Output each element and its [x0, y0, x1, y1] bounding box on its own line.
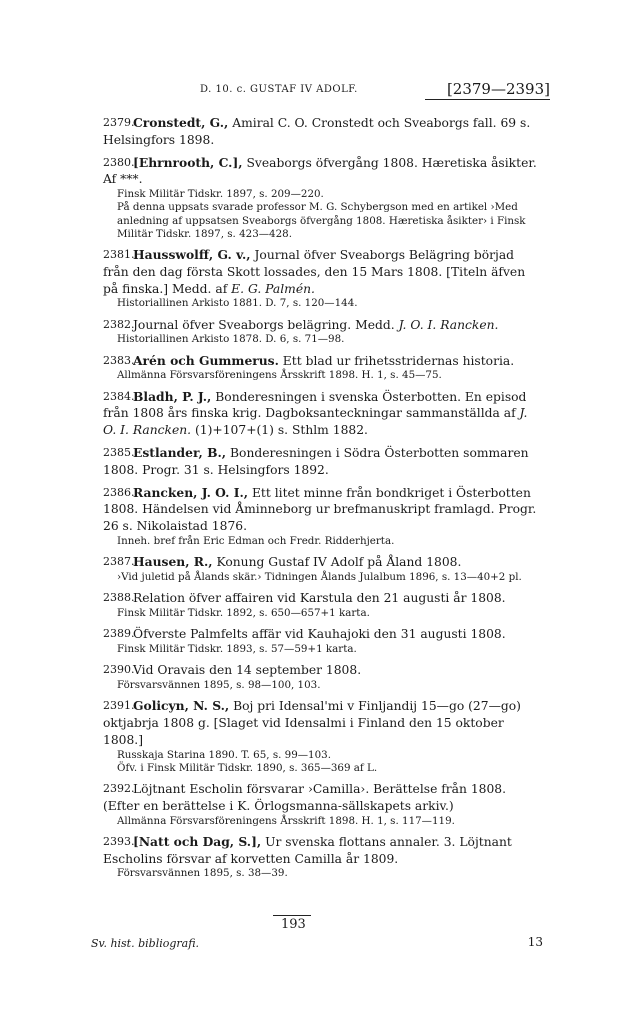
bibliography-entry	[103, 317, 543, 347]
entry-source-note: Försvarsvännen 1895, s. 98—100, 103.	[117, 678, 321, 691]
citation-text: (1)+107+(1) s. Sthlm 1882.	[191, 423, 368, 438]
entry-citation	[103, 389, 543, 439]
bibliography-entry	[103, 590, 543, 620]
entry-number: 2383.	[103, 353, 135, 367]
entry-source-note: På denna uppsats svarade professor M. G. Schybergson med en artikel ›Med anledning af uppsatsen Sveaborgs öfvergång 1808. Hæretiska åsikter› i Finsk Militär Tidskr. 1897, s. 423—428.	[117, 201, 526, 240]
citation-text: Öfverste Palmfelts affär vid Kauhajoki den 31 augusti 1808.	[133, 627, 506, 642]
citation-text: Amiral C. O. Cronstedt och Sveaborgs fall. 69 s. Helsingfors 1898.	[103, 116, 531, 147]
entry-source-note: Finsk Militär Tidskr. 1897, s. 209—220.	[117, 188, 324, 201]
entry-number: 2391.	[103, 699, 135, 713]
editor-name: J. O. I. Rancken.	[103, 406, 528, 438]
entry-number: 2384.	[103, 389, 135, 403]
entry-source-note: Finsk Militär Tidskr. 1892, s. 650—657+1 karta.	[117, 606, 370, 619]
header-title: D. 10. c. GUSTAF IV ADOLF.	[200, 84, 358, 95]
page-footer	[91, 915, 543, 975]
bibliography-entry	[103, 834, 543, 881]
entry-source-note: Öfv. i Finsk Militär Tidskr. 1890, s. 365—369 af L.	[117, 761, 378, 774]
entry-source-note: Försvarsvännen 1895, s. 38—39.	[117, 867, 288, 880]
author-name: [Ehrnrooth, C.],	[133, 154, 243, 170]
entry-number: 2385.	[103, 445, 135, 459]
citation-text: Bonderesningen i svenska Österbotten. En episod från 1808 års finska krig. Dagboksanteckningar sammanställda af	[103, 389, 527, 421]
citation-text: Konung Gustaf IV Adolf på Åland 1808.	[212, 555, 462, 570]
entry-citation	[103, 554, 543, 571]
author-name: Arén och Gummerus.	[133, 352, 279, 368]
author-name: Bladh, P. J.,	[133, 388, 212, 404]
entry-citation	[103, 626, 543, 643]
author-name: [Natt och Dag, S.],	[133, 833, 262, 849]
author-name: Hausswolff, G. v.,	[133, 247, 251, 262]
entry-citation	[103, 834, 543, 868]
citation-text: Relation öfver affairen vid Karstula den 21 augusti år 1808.	[133, 591, 506, 606]
entry-source-note: Allmänna Försvarsföreningens Årsskrift 1898. H. 1, s. 45—75.	[117, 369, 442, 382]
header-range: [2379—2393]	[446, 80, 550, 98]
entry-source-note: Historiallinen Arkisto 1881. D. 7, s. 120—144.	[117, 297, 358, 310]
citation-text: Ett blad ur frihetsstridernas historia.	[278, 353, 515, 368]
entry-number: 2392.	[103, 781, 135, 795]
entry-number: 2388.	[103, 591, 135, 605]
entry-citation	[103, 115, 543, 149]
author-name: Hausen, R.,	[133, 554, 213, 570]
citation-text: Löjtnant Escholin försvarar ›Camilla›. Berättelse från 1808. (Efter en berättelse i K. Örlogsmanna-sällskapets arkiv.)	[103, 781, 507, 813]
citation-text: Journal öfver Sveaborgs Belägring börjad från den dag första Skott lossades, den 15 Mars 1808. [Titeln äfven på finska.] Medd. af	[103, 248, 526, 296]
editor-name: J. O. I. Rancken.	[398, 317, 499, 332]
entry-citation	[103, 317, 543, 334]
entry-source-note: Allmänna Försvarsföreningens Årsskrift 1898. H. 1, s. 117—119.	[117, 814, 455, 827]
citation-text: Sveaborgs öfvergång 1808. Hæretiska åsikter. Af ***.	[103, 155, 537, 187]
entry-source-note: ›Vid juletid på Ålands skär.› Tidningen Ålands Julalbum 1896, s. 13—40+2 pl.	[117, 570, 522, 583]
entry-number: 2380.	[103, 155, 135, 169]
entry-number: 2381.	[103, 248, 135, 261]
author-name: Golicyn, N. S.,	[133, 698, 230, 714]
bibliography-entry	[103, 389, 543, 439]
bibliography-entry	[103, 353, 543, 383]
entry-citation	[103, 353, 543, 370]
bibliography-entry	[103, 445, 543, 479]
bibliography-entry	[103, 698, 543, 775]
bibliography-entry	[103, 115, 543, 149]
citation-text: Journal öfver Sveaborgs belägring. Medd.	[133, 317, 399, 332]
entry-number: 2389.	[103, 627, 135, 641]
entry-citation	[103, 662, 543, 679]
entry-citation	[103, 590, 543, 607]
signature-number: 13	[527, 935, 543, 949]
author-name: Cronstedt, G.,	[133, 115, 229, 130]
author-name: Estlander, B.,	[133, 444, 227, 460]
entry-citation	[103, 155, 543, 189]
bibliography-entry	[103, 155, 543, 241]
citation-text: Boj pri Idensal'mi v Finljandij 15—go (27—go) oktjabrja 1808 g. [Slaget vid Idensalmi i Finland den 15 oktober 1808.]	[103, 699, 521, 747]
entry-citation	[103, 247, 543, 297]
bibliography-entry	[103, 662, 543, 692]
entry-number: 2387.	[103, 555, 135, 569]
entry-source-note: Inneh. bref från Eric Edman och Fredr. Ridderhjerta.	[117, 534, 395, 547]
bibliography-entry	[103, 626, 543, 656]
bibliography-entry	[103, 781, 543, 828]
entry-number: 2390.	[103, 663, 135, 677]
entry-source-note: Russkaja Starina 1890. T. 65, s. 99—103.	[117, 748, 331, 761]
entry-citation	[103, 698, 543, 748]
entry-citation	[103, 445, 543, 479]
entry-number: 2382.	[103, 317, 135, 331]
bibliography-entry	[103, 247, 543, 311]
citation-text: Ett litet minne från bondkriget i Österbotten 1808. Händelsen vid Åminneborg ur brefmanuskript framlagd. Progr. 26 s. Nikolaistad 1876.	[103, 485, 537, 534]
editor-name: E. G. Palmén.	[231, 281, 315, 296]
citation-text: Bonderesningen i Södra Österbotten sommaren 1808. Progr. 31 s. Helsingfors 1892.	[103, 445, 529, 477]
page-number: 193	[281, 917, 306, 932]
bibliography-entry	[103, 554, 543, 584]
bibliography-entries	[103, 115, 543, 887]
citation-text: Ur svenska flottans annaler. 3. Löjtnant Escholins försvar af korvetten Camilla år 1809.	[103, 834, 512, 866]
author-name: Rancken, J. O. I.,	[133, 484, 249, 500]
entry-source-note: Finsk Militär Tidskr. 1893, s. 57—59+1 karta.	[117, 642, 357, 655]
header-rule	[425, 99, 550, 100]
citation-text: Vid Oravais den 14 september 1808.	[133, 663, 362, 678]
entry-citation	[103, 781, 543, 815]
entry-source-note: Historiallinen Arkisto 1878. D. 6, s. 71—98.	[117, 333, 345, 346]
running-header	[200, 80, 550, 104]
page-number-rule	[273, 915, 311, 916]
bibliography-entry	[103, 485, 543, 549]
entry-number: 2386.	[103, 485, 135, 499]
entry-number: 2393.	[103, 834, 135, 848]
signature-mark: Sv. hist. bibliografi.	[91, 937, 200, 950]
entry-citation	[103, 485, 543, 535]
entry-number: 2379.	[103, 116, 135, 129]
